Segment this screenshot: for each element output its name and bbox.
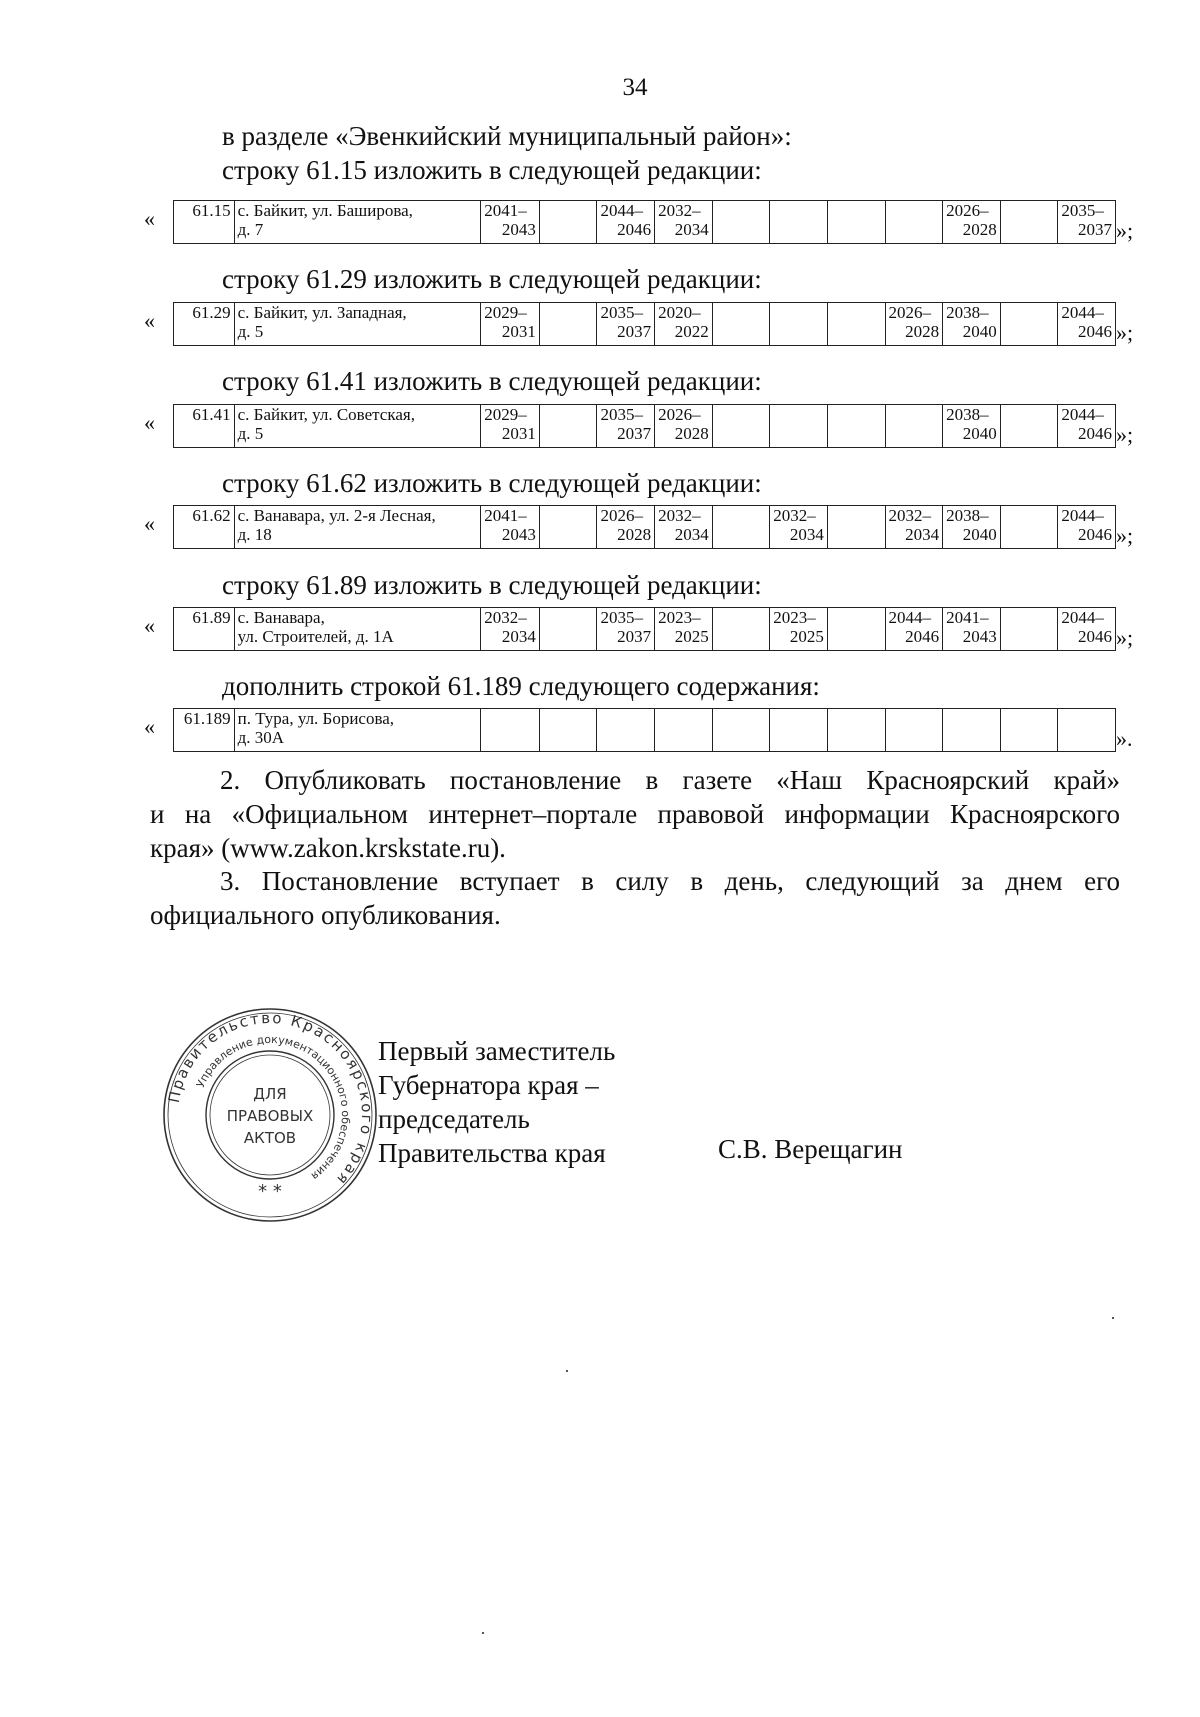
- row-caption: строку 61.62 изложить в следующей редакции:: [222, 468, 762, 498]
- period-cell: [943, 709, 1001, 752]
- period-end: 2031: [501, 424, 536, 443]
- period-start: 2026–: [888, 303, 932, 322]
- address-line: с. Байкит, ул. Советская,: [237, 405, 415, 424]
- period-start: 2032–: [658, 201, 701, 220]
- period-cell: [655, 201, 713, 244]
- period-start: 2041–: [484, 201, 527, 220]
- period-cell: [770, 506, 828, 549]
- period-start: 2023–: [773, 608, 816, 627]
- period-end: 2028: [962, 220, 997, 239]
- period-cell: [1000, 608, 1058, 651]
- period-cell: [1000, 405, 1058, 448]
- period-start: 2044–: [1061, 303, 1104, 322]
- close-quote: »;: [1116, 320, 1134, 345]
- period-cell: [885, 201, 943, 244]
- period-cell: [655, 506, 713, 549]
- period-start: 2020–: [658, 303, 701, 322]
- period-cell: [655, 405, 713, 448]
- address-line: п. Тура, ул. Борисова,: [237, 709, 395, 728]
- close-quote: »;: [1116, 218, 1134, 243]
- period-cell: [712, 405, 770, 448]
- stamp-inner-text: Управление документационного обеспечения: [193, 1032, 353, 1183]
- signature-role-4: Правительства края: [378, 1138, 606, 1168]
- period-cell: [943, 201, 1001, 244]
- row-address: [234, 608, 481, 651]
- amendment-table-row: [173, 200, 1116, 244]
- row-address: [234, 201, 481, 244]
- period-cell: [539, 201, 597, 244]
- row-caption: строку 61.41 изложить в следующей редакции:: [222, 366, 762, 396]
- paragraph-2-line-2: и на «Официальном интернет–портале правовой информации Красноярского: [150, 799, 1120, 829]
- period-cell: [481, 405, 540, 448]
- period-end: 2028: [617, 525, 652, 544]
- period-start: 2023–: [658, 608, 701, 627]
- row-number: 61.189: [174, 709, 235, 752]
- period-cell: [770, 201, 828, 244]
- period-end: 2046: [1078, 627, 1112, 646]
- period-start: 2044–: [1061, 405, 1104, 424]
- period-cell: [827, 608, 885, 651]
- period-cell: [597, 608, 655, 651]
- signature-role-2: Губернатора края –: [378, 1070, 599, 1100]
- period-cell: [481, 608, 540, 651]
- period-cell: [481, 506, 540, 549]
- period-cell: [827, 506, 885, 549]
- row-address: [234, 405, 481, 448]
- row-number: 61.29: [174, 303, 235, 346]
- period-end: 2028: [674, 424, 709, 443]
- amendment-table-row: [173, 505, 1116, 549]
- open-quote: «: [144, 714, 155, 739]
- period-cell: [943, 303, 1001, 346]
- period-cell: [827, 709, 885, 752]
- period-start: 2041–: [946, 608, 989, 627]
- period-cell: [1058, 608, 1116, 651]
- period-end: 2037: [617, 424, 652, 443]
- scan-speck: [566, 1370, 568, 1372]
- row-address: [234, 709, 481, 752]
- scan-speck: [482, 1632, 484, 1634]
- stamp-stars: * *: [258, 1181, 282, 1202]
- period-cell: [885, 608, 943, 651]
- period-cell: [597, 405, 655, 448]
- period-start: 2032–: [658, 506, 701, 525]
- period-start: 2035–: [600, 608, 643, 627]
- period-end: 2046: [1078, 424, 1112, 443]
- row-number: 61.15: [174, 201, 235, 244]
- row-address: [234, 506, 481, 549]
- address-line: д. 30А: [237, 728, 285, 747]
- period-cell: [1000, 201, 1058, 244]
- period-cell: [770, 709, 828, 752]
- amendment-table-row: [173, 607, 1116, 651]
- address-line: с. Байкит, ул. Западная,: [237, 303, 407, 322]
- open-quote: «: [144, 410, 155, 435]
- paragraph-2-line-1: 2. Опубликовать постановление в газете «Наш Красноярский край»: [220, 765, 1120, 795]
- signatory-name: С.В. Верещагин: [718, 1134, 903, 1164]
- period-cell: [712, 303, 770, 346]
- period-end: 2043: [501, 525, 536, 544]
- close-quote: »;: [1116, 523, 1134, 548]
- period-cell: [597, 201, 655, 244]
- period-cell: [712, 709, 770, 752]
- paragraph-2: [150, 763, 1120, 865]
- period-start: 2044–: [1061, 608, 1104, 627]
- period-cell: [712, 608, 770, 651]
- stamp-outer-text: Правительство Красноярского края: [164, 1008, 377, 1190]
- period-end: 2034: [789, 525, 824, 544]
- period-end: 2034: [905, 525, 940, 544]
- period-cell: [1058, 506, 1116, 549]
- period-end: 2034: [501, 627, 536, 646]
- period-start: 2041–: [484, 506, 527, 525]
- row-number: 61.41: [174, 405, 235, 448]
- period-start: 2038–: [946, 303, 989, 322]
- period-cell: [1058, 709, 1116, 752]
- period-cell: [770, 303, 828, 346]
- period-cell: [770, 405, 828, 448]
- period-start: 2026–: [600, 506, 643, 525]
- period-cell: [655, 608, 713, 651]
- period-end: 2022: [674, 322, 709, 341]
- period-start: 2044–: [888, 608, 932, 627]
- period-cell: [597, 709, 655, 752]
- period-cell: [1058, 303, 1116, 346]
- official-stamp: [160, 1005, 380, 1225]
- address-line: д. 18: [237, 525, 272, 544]
- address-line: с. Ванавара,: [237, 608, 325, 627]
- period-cell: [943, 405, 1001, 448]
- period-end: 2046: [617, 220, 652, 239]
- period-cell: [1058, 201, 1116, 244]
- paragraph-3-line-2: официального опубликования.: [150, 900, 501, 930]
- period-cell: [712, 201, 770, 244]
- period-cell: [481, 709, 540, 752]
- period-end: 2034: [674, 220, 709, 239]
- stamp-center-line-2: ПРАВОВЫХ: [226, 1107, 314, 1125]
- paragraph-3-line-1: 3. Постановление вступает в силу в день, следующий за днем его: [220, 866, 1120, 896]
- row-number: 61.62: [174, 506, 235, 549]
- period-end: 2040: [962, 525, 997, 544]
- intro-line-1: в разделе «Эвенкийский муниципальный район»:: [222, 121, 792, 151]
- period-end: 2037: [617, 627, 652, 646]
- period-cell: [1058, 405, 1116, 448]
- row-address: [234, 303, 481, 346]
- period-end: 2025: [674, 627, 709, 646]
- period-start: 2044–: [600, 201, 643, 220]
- signature-role-3: председатель: [378, 1104, 530, 1134]
- period-start: 2026–: [946, 201, 989, 220]
- period-cell: [943, 608, 1001, 651]
- period-cell: [827, 201, 885, 244]
- address-line: с. Байкит, ул. Баширова,: [237, 201, 413, 220]
- signature-role-1: Первый заместитель: [378, 1036, 616, 1066]
- address-line: с. Ванавара, ул. 2-я Лесная,: [237, 506, 436, 525]
- address-line: ул. Строителей, д. 1А: [237, 627, 394, 646]
- period-end: 2040: [962, 322, 997, 341]
- period-cell: [1000, 709, 1058, 752]
- paragraph-2-line-3: края» (www.zakon.krskstate.ru).: [150, 833, 506, 863]
- period-cell: [539, 608, 597, 651]
- period-start: 2044–: [1061, 506, 1104, 525]
- open-quote: «: [144, 206, 155, 231]
- period-start: 2032–: [773, 506, 816, 525]
- period-start: 2032–: [888, 506, 932, 525]
- open-quote: «: [144, 308, 155, 333]
- period-cell: [885, 506, 943, 549]
- period-end: 2034: [674, 525, 709, 544]
- period-start: 2029–: [484, 405, 527, 424]
- paragraph-3: [150, 864, 1120, 932]
- period-cell: [481, 201, 540, 244]
- row-caption: дополнить строкой 61.189 следующего содержания:: [222, 671, 820, 701]
- period-cell: [597, 303, 655, 346]
- period-end: 2037: [617, 322, 652, 341]
- close-quote: ».: [1116, 726, 1133, 751]
- period-end: 2043: [962, 627, 997, 646]
- period-start: 2035–: [600, 405, 643, 424]
- page-number: 34: [622, 74, 648, 101]
- amendment-table-row: [173, 404, 1116, 448]
- amendment-table-row: [173, 302, 1116, 346]
- intro-line-2: строку 61.15 изложить в следующей редакции:: [222, 155, 762, 185]
- address-line: д. 5: [237, 424, 264, 443]
- period-cell: [827, 303, 885, 346]
- period-cell: [539, 709, 597, 752]
- stamp-center-line-3: АКТОВ: [243, 1129, 297, 1147]
- period-start: 2026–: [658, 405, 701, 424]
- period-cell: [885, 709, 943, 752]
- period-cell: [597, 506, 655, 549]
- period-cell: [1000, 303, 1058, 346]
- period-start: 2035–: [600, 303, 643, 322]
- period-start: 2038–: [946, 405, 989, 424]
- period-end: 2046: [1078, 525, 1112, 544]
- period-start: 2032–: [484, 608, 527, 627]
- period-cell: [827, 405, 885, 448]
- period-end: 2037: [1078, 220, 1112, 239]
- period-end: 2043: [501, 220, 536, 239]
- open-quote: «: [144, 511, 155, 536]
- amendment-table-row: [173, 708, 1116, 752]
- period-cell: [943, 506, 1001, 549]
- period-end: 2046: [905, 627, 940, 646]
- period-cell: [1000, 506, 1058, 549]
- period-cell: [770, 608, 828, 651]
- period-start: 2038–: [946, 506, 989, 525]
- period-cell: [885, 303, 943, 346]
- close-quote: »;: [1116, 625, 1134, 650]
- close-quote: »;: [1116, 422, 1134, 447]
- period-start: 2035–: [1061, 201, 1104, 220]
- period-cell: [539, 506, 597, 549]
- period-end: 2031: [501, 322, 536, 341]
- row-caption: строку 61.29 изложить в следующей редакции:: [222, 264, 762, 294]
- period-end: 2025: [789, 627, 824, 646]
- period-cell: [885, 405, 943, 448]
- scan-speck: [1112, 1317, 1114, 1319]
- period-cell: [655, 709, 713, 752]
- address-line: д. 5: [237, 322, 264, 341]
- period-cell: [481, 303, 540, 346]
- stamp-center-line-1: ДЛЯ: [253, 1085, 287, 1103]
- period-end: 2028: [905, 322, 940, 341]
- row-caption: строку 61.89 изложить в следующей редакции:: [222, 570, 762, 600]
- address-line: д. 7: [237, 220, 264, 239]
- period-cell: [539, 405, 597, 448]
- period-start: 2029–: [484, 303, 527, 322]
- period-cell: [539, 303, 597, 346]
- row-number: 61.89: [174, 608, 235, 651]
- period-end: 2040: [962, 424, 997, 443]
- open-quote: «: [144, 613, 155, 638]
- period-cell: [655, 303, 713, 346]
- period-cell: [712, 506, 770, 549]
- period-end: 2046: [1078, 322, 1112, 341]
